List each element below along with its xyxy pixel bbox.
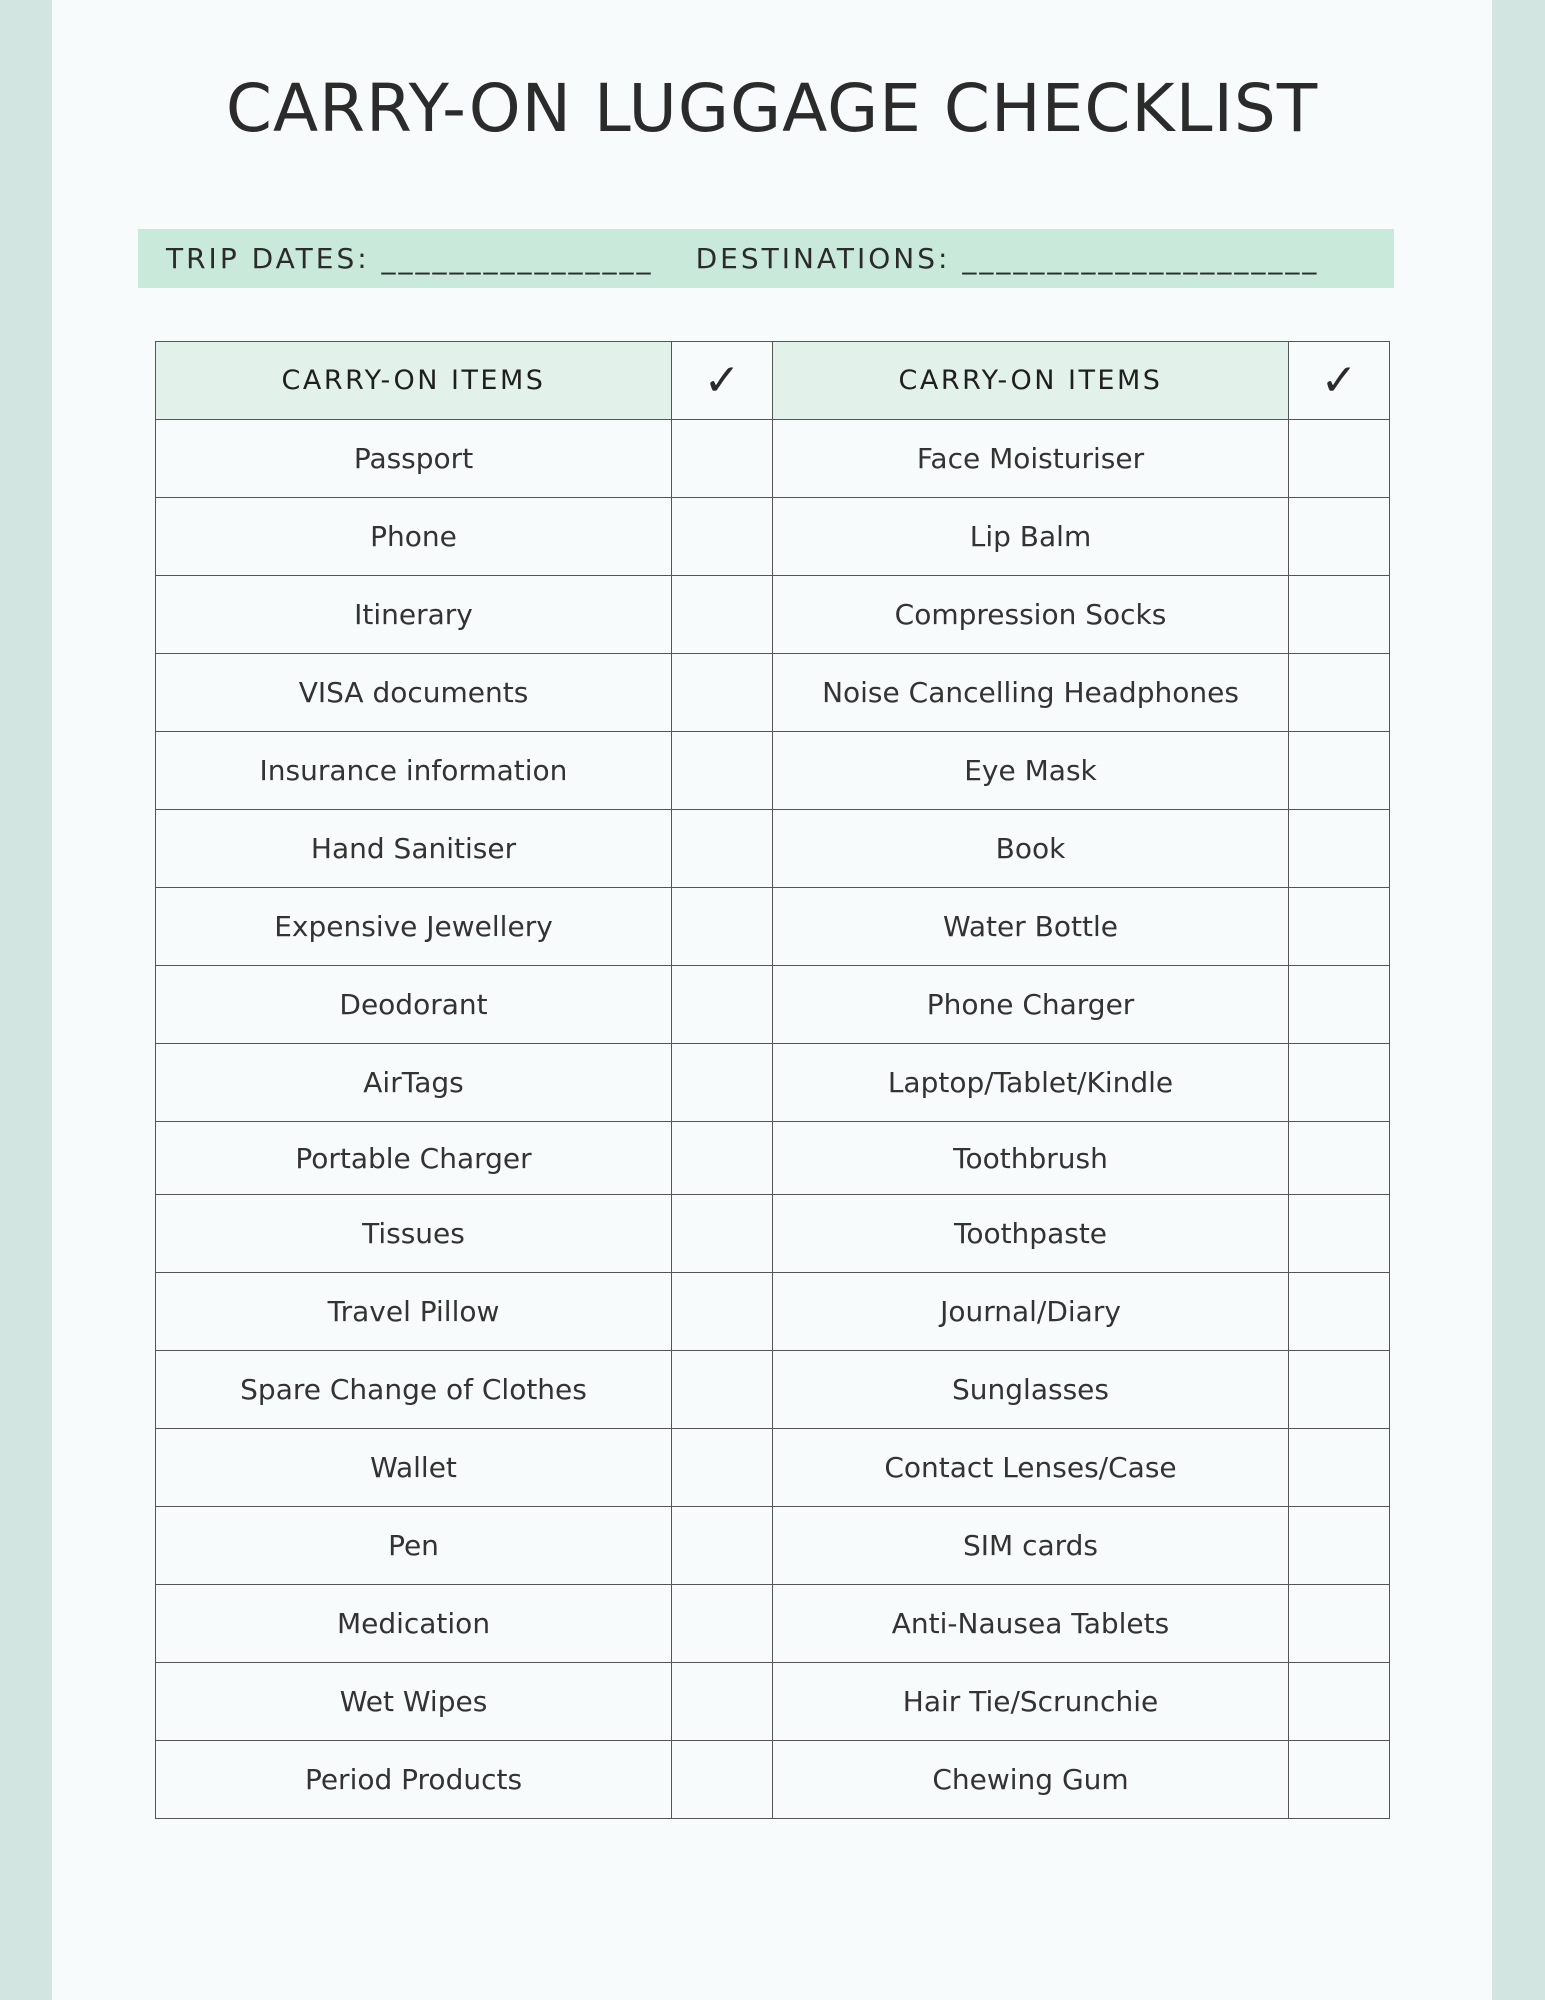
item-label-right: Water Bottle	[773, 888, 1289, 966]
table-row	[156, 654, 1390, 732]
item-label-right: Journal/Diary	[773, 1273, 1289, 1351]
item-label-left: Medication	[156, 1585, 672, 1663]
item-label-left: Passport	[156, 420, 672, 498]
table-row	[156, 966, 1390, 1044]
checkbox-cell-left[interactable]	[672, 1122, 773, 1195]
column-header-items-left: CARRY-ON ITEMS	[156, 342, 672, 420]
checkbox-cell-right[interactable]	[1289, 1663, 1390, 1741]
checkbox-cell-right[interactable]	[1289, 1351, 1390, 1429]
table-row	[156, 1429, 1390, 1507]
checkbox-cell-left[interactable]	[672, 576, 773, 654]
checkbox-cell-right[interactable]	[1289, 1741, 1390, 1819]
checkbox-cell-right[interactable]	[1289, 498, 1390, 576]
destinations-field[interactable]: DESTINATIONS: _____________________	[695, 242, 1320, 275]
item-label-left: AirTags	[156, 1044, 672, 1122]
checkbox-cell-left[interactable]	[672, 420, 773, 498]
item-label-left: VISA documents	[156, 654, 672, 732]
table-row	[156, 1044, 1390, 1122]
checkbox-cell-right[interactable]	[1289, 810, 1390, 888]
checkbox-cell-right[interactable]	[1289, 1122, 1390, 1195]
item-label-left: Spare Change of Clothes	[156, 1351, 672, 1429]
checkmark-icon: ✓	[672, 342, 773, 420]
item-label-right: SIM cards	[773, 1507, 1289, 1585]
checkbox-cell-left[interactable]	[672, 1273, 773, 1351]
table-row	[156, 420, 1390, 498]
checkbox-cell-right[interactable]	[1289, 966, 1390, 1044]
checkbox-cell-left[interactable]	[672, 1195, 773, 1273]
item-label-right: Toothpaste	[773, 1195, 1289, 1273]
item-label-right: Toothbrush	[773, 1122, 1289, 1195]
checkbox-cell-left[interactable]	[672, 1585, 773, 1663]
item-label-left: Wallet	[156, 1429, 672, 1507]
item-label-right: Chewing Gum	[773, 1741, 1289, 1819]
checklist-body	[156, 420, 1390, 1819]
item-label-left: Itinerary	[156, 576, 672, 654]
checkbox-cell-left[interactable]	[672, 1351, 773, 1429]
checkbox-cell-left[interactable]	[672, 966, 773, 1044]
item-label-right: Anti-Nausea Tablets	[773, 1585, 1289, 1663]
item-label-right: Sunglasses	[773, 1351, 1289, 1429]
item-label-left: Hand Sanitiser	[156, 810, 672, 888]
checkbox-cell-right[interactable]	[1289, 1507, 1390, 1585]
table-header-row	[156, 342, 1390, 420]
checkmark-icon: ✓	[1289, 342, 1390, 420]
checkbox-cell-left[interactable]	[672, 1429, 773, 1507]
item-label-right: Face Moisturiser	[773, 420, 1289, 498]
page-title: CARRY-ON LUGGAGE CHECKLIST	[225, 70, 1319, 147]
item-label-right: Eye Mask	[773, 732, 1289, 810]
trip-info-bar	[138, 229, 1394, 288]
checkbox-cell-right[interactable]	[1289, 1044, 1390, 1122]
checkbox-cell-right[interactable]	[1289, 654, 1390, 732]
item-label-right: Laptop/Tablet/Kindle	[773, 1044, 1289, 1122]
item-label-right: Book	[773, 810, 1289, 888]
table-row	[156, 1663, 1390, 1741]
table-row	[156, 498, 1390, 576]
checklist-page	[52, 0, 1492, 2000]
checkbox-cell-left[interactable]	[672, 888, 773, 966]
checkbox-cell-right[interactable]	[1289, 888, 1390, 966]
item-label-left: Pen	[156, 1507, 672, 1585]
item-label-left: Insurance information	[156, 732, 672, 810]
item-label-left: Travel Pillow	[156, 1273, 672, 1351]
table-row	[156, 1507, 1390, 1585]
table-row	[156, 576, 1390, 654]
trip-dates-field[interactable]: TRIP DATES: ________________	[166, 242, 654, 275]
table-row	[156, 1273, 1390, 1351]
checkbox-cell-left[interactable]	[672, 732, 773, 810]
table-row	[156, 1195, 1390, 1273]
column-header-items-right: CARRY-ON ITEMS	[773, 342, 1289, 420]
checkbox-cell-left[interactable]	[672, 810, 773, 888]
table-row	[156, 1741, 1390, 1819]
checkbox-cell-left[interactable]	[672, 654, 773, 732]
table-row	[156, 1585, 1390, 1663]
checkbox-cell-left[interactable]	[672, 1044, 773, 1122]
item-label-left: Period Products	[156, 1741, 672, 1819]
checkbox-cell-right[interactable]	[1289, 1195, 1390, 1273]
table-row	[156, 810, 1390, 888]
item-label-left: Wet Wipes	[156, 1663, 672, 1741]
item-label-left: Tissues	[156, 1195, 672, 1273]
checkbox-cell-left[interactable]	[672, 1507, 773, 1585]
checkbox-cell-right[interactable]	[1289, 576, 1390, 654]
item-label-left: Deodorant	[156, 966, 672, 1044]
checkbox-cell-right[interactable]	[1289, 732, 1390, 810]
checklist-table	[155, 341, 1390, 1819]
checkbox-cell-right[interactable]	[1289, 1273, 1390, 1351]
item-label-left: Phone	[156, 498, 672, 576]
checkbox-cell-right[interactable]	[1289, 420, 1390, 498]
item-label-left: Expensive Jewellery	[156, 888, 672, 966]
table-row	[156, 888, 1390, 966]
checkbox-cell-right[interactable]	[1289, 1429, 1390, 1507]
item-label-right: Noise Cancelling Headphones	[773, 654, 1289, 732]
item-label-right: Contact Lenses/Case	[773, 1429, 1289, 1507]
item-label-right: Hair Tie/Scrunchie	[773, 1663, 1289, 1741]
item-label-left: Portable Charger	[156, 1122, 672, 1195]
item-label-right: Compression Socks	[773, 576, 1289, 654]
checkbox-cell-right[interactable]	[1289, 1585, 1390, 1663]
checkbox-cell-left[interactable]	[672, 1741, 773, 1819]
item-label-right: Phone Charger	[773, 966, 1289, 1044]
checkbox-cell-left[interactable]	[672, 498, 773, 576]
item-label-right: Lip Balm	[773, 498, 1289, 576]
table-row	[156, 732, 1390, 810]
table-row	[156, 1351, 1390, 1429]
table-row	[156, 1122, 1390, 1195]
checkbox-cell-left[interactable]	[672, 1663, 773, 1741]
